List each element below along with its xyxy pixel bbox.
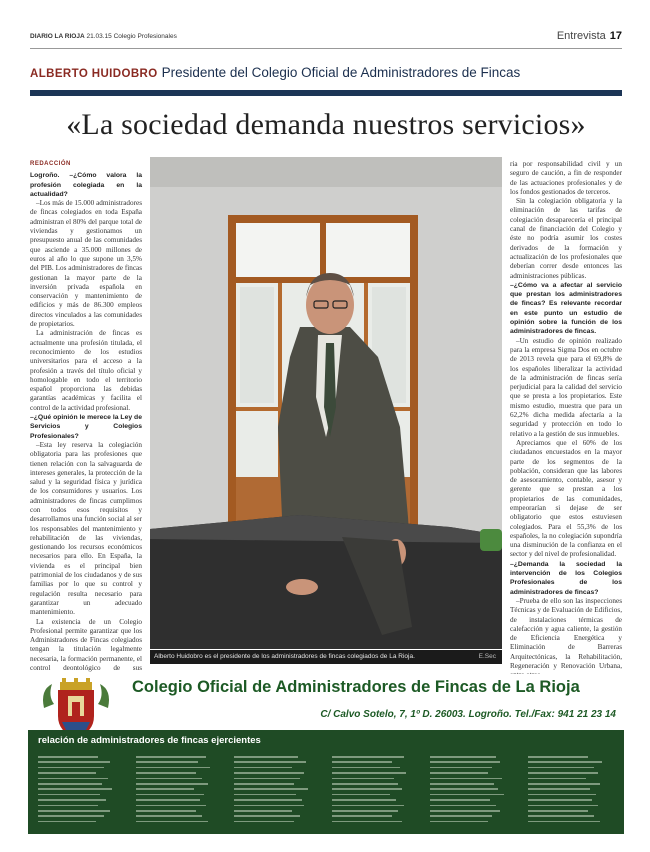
members-list-column: [430, 756, 510, 826]
answer-paragraph: –Esta ley reserva la colegiación obligatoria para las profesiones que tienen relación con la salvaguarda de intereses generales, la protección de la salud y la seguridad física y jurídica de los consumidores y usuarios. Los administradores de fincas cumplimos con todos esos requisitos y desarrollamos una función social al ser los responsables del mantenimiento y rehabilitación de las viviendas, gestionando los recursos económicos necesarios para ello. En España, la vivienda es el principal bien patrimonial de los ciudadanos y de sus familias por lo que su control y regulación resulta necesario para garantizar un adecuado mantenimiento.: [30, 440, 142, 617]
members-list: [38, 756, 618, 830]
answer-paragraph: ria por responsabilidad civil y un seguro de caución, a fin de responder de las actuaciones profesionales y de los fondos gestionados de terceros.: [510, 160, 622, 196]
answer-paragraph: –Los más de 15.000 administradores de fincas colegiados en toda España administran el 80% del parque total de viviendas y gestionamos un presupuesto anual de las comunidades que asciende a 35.000 millones de euros al año lo que supone un 3,5% del PIB. Los administradores de fincas gestionan la mayor parte de la inversión privada española en conservación y mantenimiento de edificios y más de 86.300 empleos directos vinculados a las comunidades de propietarios.: [30, 199, 142, 329]
answer-paragraph: Sin la colegiación obligatoria y la eliminación de las tarifas de colegiación desaparecería el principal canal de financiación del Colegio y éste no podría asumir los costes derivados de la formación y actualización de los profesionales que deberían correr desde entonces las administraciones públicas.: [510, 197, 622, 280]
answer-paragraph: La administración de fincas es actualmente una profesión titulada, el reconocimiento de los estudios universitarios para el acceso a la profesión a través del título oficial y homologable en todo el territorio español proporciona las debidas garantías académicas y facilita el control de la actividad profesional.: [30, 329, 142, 412]
question-1: Logroño. –¿Cómo valora la profesión colegiada en la actualidad?: [30, 172, 142, 198]
answer-paragraph: Apreciamos que el 60% de los ciudadanos encuestados en la mayor parte de los segmentos de la población, consideran que las labores de asesoramiento, contable, asesor y gerente que se prestan a los propietarios de las comunidades, empeorarían si dejase de ser obligatorio que estos estuviesen colegiados. Para el 55,3% de los españoles, la no colegiación supondría una disminución de la confianza en el sector y del nivel de profesionalidad.: [510, 438, 622, 559]
members-list-column: [528, 756, 608, 826]
question-4: –¿Demanda la sociedad la intervención de los Colegios Profesionales de los administradores de fincas?: [510, 560, 622, 596]
interviewee-role: Presidente del Colegio Oficial de Administradores de Fincas: [161, 65, 521, 80]
title-rule: [30, 90, 622, 96]
publication-date: 21.03.15: [86, 33, 112, 40]
publication-name: DIARIO LA RIOJA: [30, 33, 85, 40]
answer-paragraph: –Prueba de ello son las inspecciones Técnicas y de Evaluación de Edificios, de instalaciones térmicas de calefacción y agua caliente, la gestión de Eficiencia Energética y Eliminación de Barreras Arquitectónicas, la Rehabilitación, Regeneración y Renovación Urbana,: [510, 596, 622, 671]
photo-credit: E.Sec: [478, 653, 496, 660]
members-list-column: [38, 756, 118, 826]
page-header: [30, 30, 622, 46]
photo-caption: [150, 650, 502, 664]
answer-paragraph: La existencia de un Colegio Profesional permite garantizar que los Administradores de Fincas colegiados tengan la titulación legalmente necesaria, la formación permanente, el control deontológico de sus: [30, 617, 142, 673]
members-band: [28, 730, 624, 834]
members-list-column: [136, 756, 216, 826]
article-column-right: [510, 160, 622, 671]
answer-paragraph: –Un estudio de opinión realizado para la empresa Sigma Dos en octubre de 2013 revela que para el 69,8% de los españoles liberalizar la actividad de la administración de fincas sería perjudicial para la calidad del servicio que se presta a los propietarios. Este mismo estudio, muestra que para un 62,2% dicha medida afectaría a la seguridad y protección en todo lo relativo a la gestión de sus inmuebles.: [510, 336, 622, 438]
college-title: Colegio Oficial de Administradores de Fincas de La Rioja: [132, 678, 580, 696]
interviewee-name: ALBERTO HUIDOBRO: [30, 68, 158, 80]
portrait-illustration: [150, 157, 502, 649]
question-3: –¿Cómo va a afectar al servicio que prestan los administradores de fincas? Es relevante recordar en este punto un estudio de opinión sobre la función de los administradores de fincas.: [510, 281, 622, 336]
members-list-column: [234, 756, 314, 826]
publication-line: [30, 33, 177, 40]
question-2: –¿Qué opinión le merece la Ley de Servicios y Colegios Profesionales?: [30, 414, 142, 440]
caption-text: Alberto Huidobro es el presidente de los administradores de fincas colegiados de La Rioja.: [154, 653, 415, 660]
members-list-column: [332, 756, 412, 826]
supplement-name: Colegio Profesionales: [113, 33, 177, 40]
header-rule: [30, 48, 622, 49]
byline: [30, 64, 622, 82]
author-label: REDACCIÓN: [30, 161, 71, 167]
page-number: 17: [609, 30, 622, 42]
article-column-left: [30, 160, 142, 673]
college-address: C/ Calvo Sotelo, 7, 1º D. 26003. Logroño. Tel./Fax: 941 21 23 14: [320, 709, 616, 720]
members-list-title: relación de administradores de fincas ejercientes: [38, 735, 261, 746]
college-advertisement: [28, 674, 624, 834]
section-name: Entrevista: [556, 30, 606, 42]
section-label: [557, 30, 622, 42]
portrait-photo: [150, 157, 502, 649]
headline: «La sociedad demanda nuestros servicios»: [66, 108, 586, 141]
